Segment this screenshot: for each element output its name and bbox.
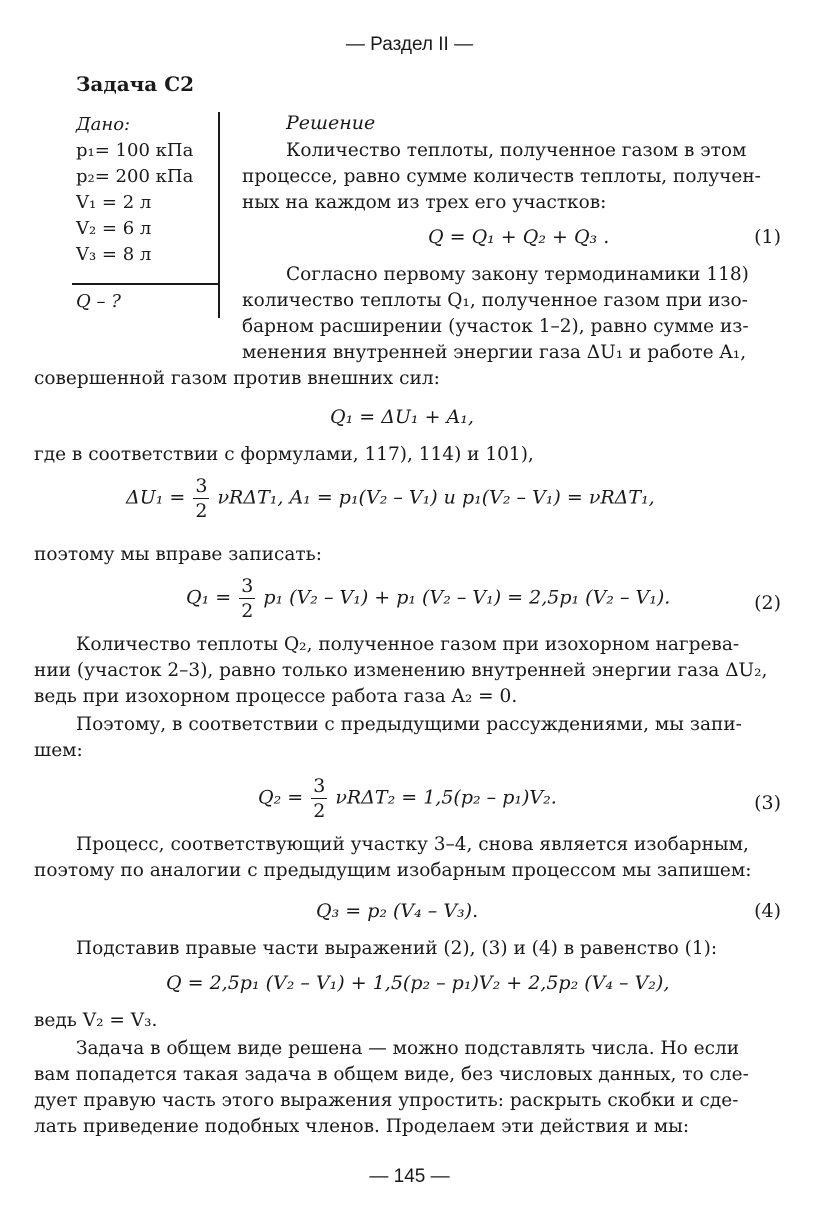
given-p1: p₁= 100 кПа — [76, 140, 194, 161]
text-line: шем: — [34, 740, 83, 761]
text-line: Процесс, соответствующий участку 3–4, снова является изобарным, — [76, 834, 749, 855]
text-line: ведь V₂ = V₃. — [34, 1010, 158, 1031]
equation-part: νRΔT₁, A₁ = p₁(V₂ – V₁) и p₁(V₂ – V₁) = νRΔT₁, — [217, 486, 655, 509]
equation-5: Q = 2,5p₁ (V₂ – V₁) + 1,5(p₂ – p₁)V₂ + 2,5p₂ (V₄ – V₂), — [166, 972, 670, 994]
equation-part: Q₁ = — [186, 586, 232, 609]
equation-du — [126, 474, 655, 523]
equation-part: ΔU₁ = — [126, 486, 186, 509]
fraction-numerator: 3 — [313, 775, 326, 797]
equation-2 — [186, 574, 670, 623]
given-label: Дано: — [76, 114, 131, 135]
given-divider-horizontal — [72, 283, 220, 285]
page-number: — 145 — — [369, 1166, 450, 1187]
section-header: — Раздел II — — [345, 34, 474, 55]
text-line: лать приведение подобных членов. Проделаем эти действия и мы: — [34, 1116, 690, 1137]
equation-4: Q₃ = p₂ (V₄ – V₃). — [316, 900, 479, 922]
text-line: процессе, равно сумме количеств теплоты, получен- — [242, 166, 761, 187]
equation-number: (3) — [754, 792, 781, 814]
text-line: поэтому по аналогии с предыдущим изобарным процессом мы запишем: — [34, 860, 752, 881]
given-v1: V₁ = 2 л — [76, 192, 152, 213]
text-line: менения внутренней энергии газа ΔU₁ и работе A₁, — [242, 342, 747, 363]
equation-number: (1) — [754, 226, 781, 248]
fraction-denominator: 2 — [313, 800, 326, 822]
equation-number: (2) — [754, 592, 781, 614]
equation-part: Q₂ = — [258, 786, 304, 809]
equation-part: p₁ (V₂ – V₁) + p₁ (V₂ – V₁) = 2,5p₁ (V₂ – V₁). — [263, 586, 671, 609]
text-line: нии (участок 2–3), равно только изменению внутренней энергии газа ΔU₂, — [34, 660, 768, 681]
find-label: Q – ? — [76, 291, 121, 312]
fraction-numerator: 3 — [241, 575, 254, 597]
text-line: Количество теплоты Q₂, полученное газом при изохорном нагрева- — [76, 634, 740, 655]
equation-q1: Q₁ = ΔU₁ + A₁, — [330, 406, 474, 428]
fraction-denominator: 2 — [195, 500, 208, 522]
text-line: барном расширении (участок 1–2), равно сумме из- — [242, 316, 749, 337]
fraction — [311, 774, 327, 823]
text-line: ведь при изохорном процессе работа газа A₂ = 0. — [34, 686, 518, 707]
equation-3 — [258, 774, 557, 823]
given-v3: V₃ = 8 л — [76, 244, 152, 265]
text-line: дует правую часть этого выражения упростить: раскрыть скобки и сде- — [34, 1090, 739, 1111]
text-line: Подставив правые части выражений (2), (3) и (4) в равенство (1): — [76, 938, 718, 959]
text-line: поэтому мы вправе записать: — [34, 544, 322, 565]
given-block — [76, 112, 218, 268]
equation-number: (4) — [754, 900, 781, 922]
text-line: количество теплоты Q₁, полученное газом при изо- — [242, 290, 748, 311]
text-line: Согласно первому закону термодинамики 118) — [286, 264, 749, 285]
fraction-numerator: 3 — [195, 475, 208, 497]
text-line: где в соответствии с формулами, 117), 114) и 101), — [34, 444, 534, 465]
text-line: Задача в общем виде решена — можно подставлять числа. Но если — [76, 1038, 740, 1059]
equation-part: νRΔT₂ = 1,5(p₂ – p₁)V₂. — [335, 786, 557, 809]
given-v2: V₂ = 6 л — [76, 218, 152, 239]
text-line: Количество теплоты, полученное газом в этом — [286, 140, 747, 161]
text-line: совершенной газом против внешних сил: — [34, 368, 440, 389]
fraction-denominator: 2 — [241, 600, 254, 622]
equation-1: Q = Q₁ + Q₂ + Q₃ . — [428, 226, 610, 248]
fraction — [239, 574, 255, 623]
text-line: Поэтому, в соответствии с предыдущими рассуждениями, мы запи- — [76, 714, 742, 735]
given-p2: p₂= 200 кПа — [76, 166, 194, 187]
problem-title: Задача С2 — [76, 72, 195, 96]
text-line: вам попадется такая задача в общем виде, без числовых данных, то сле- — [34, 1064, 749, 1085]
fraction — [193, 474, 209, 523]
solution-label: Решение — [286, 112, 376, 134]
given-divider-vertical — [218, 112, 220, 318]
text-line: ных на каждом из трех его участков: — [242, 192, 607, 213]
